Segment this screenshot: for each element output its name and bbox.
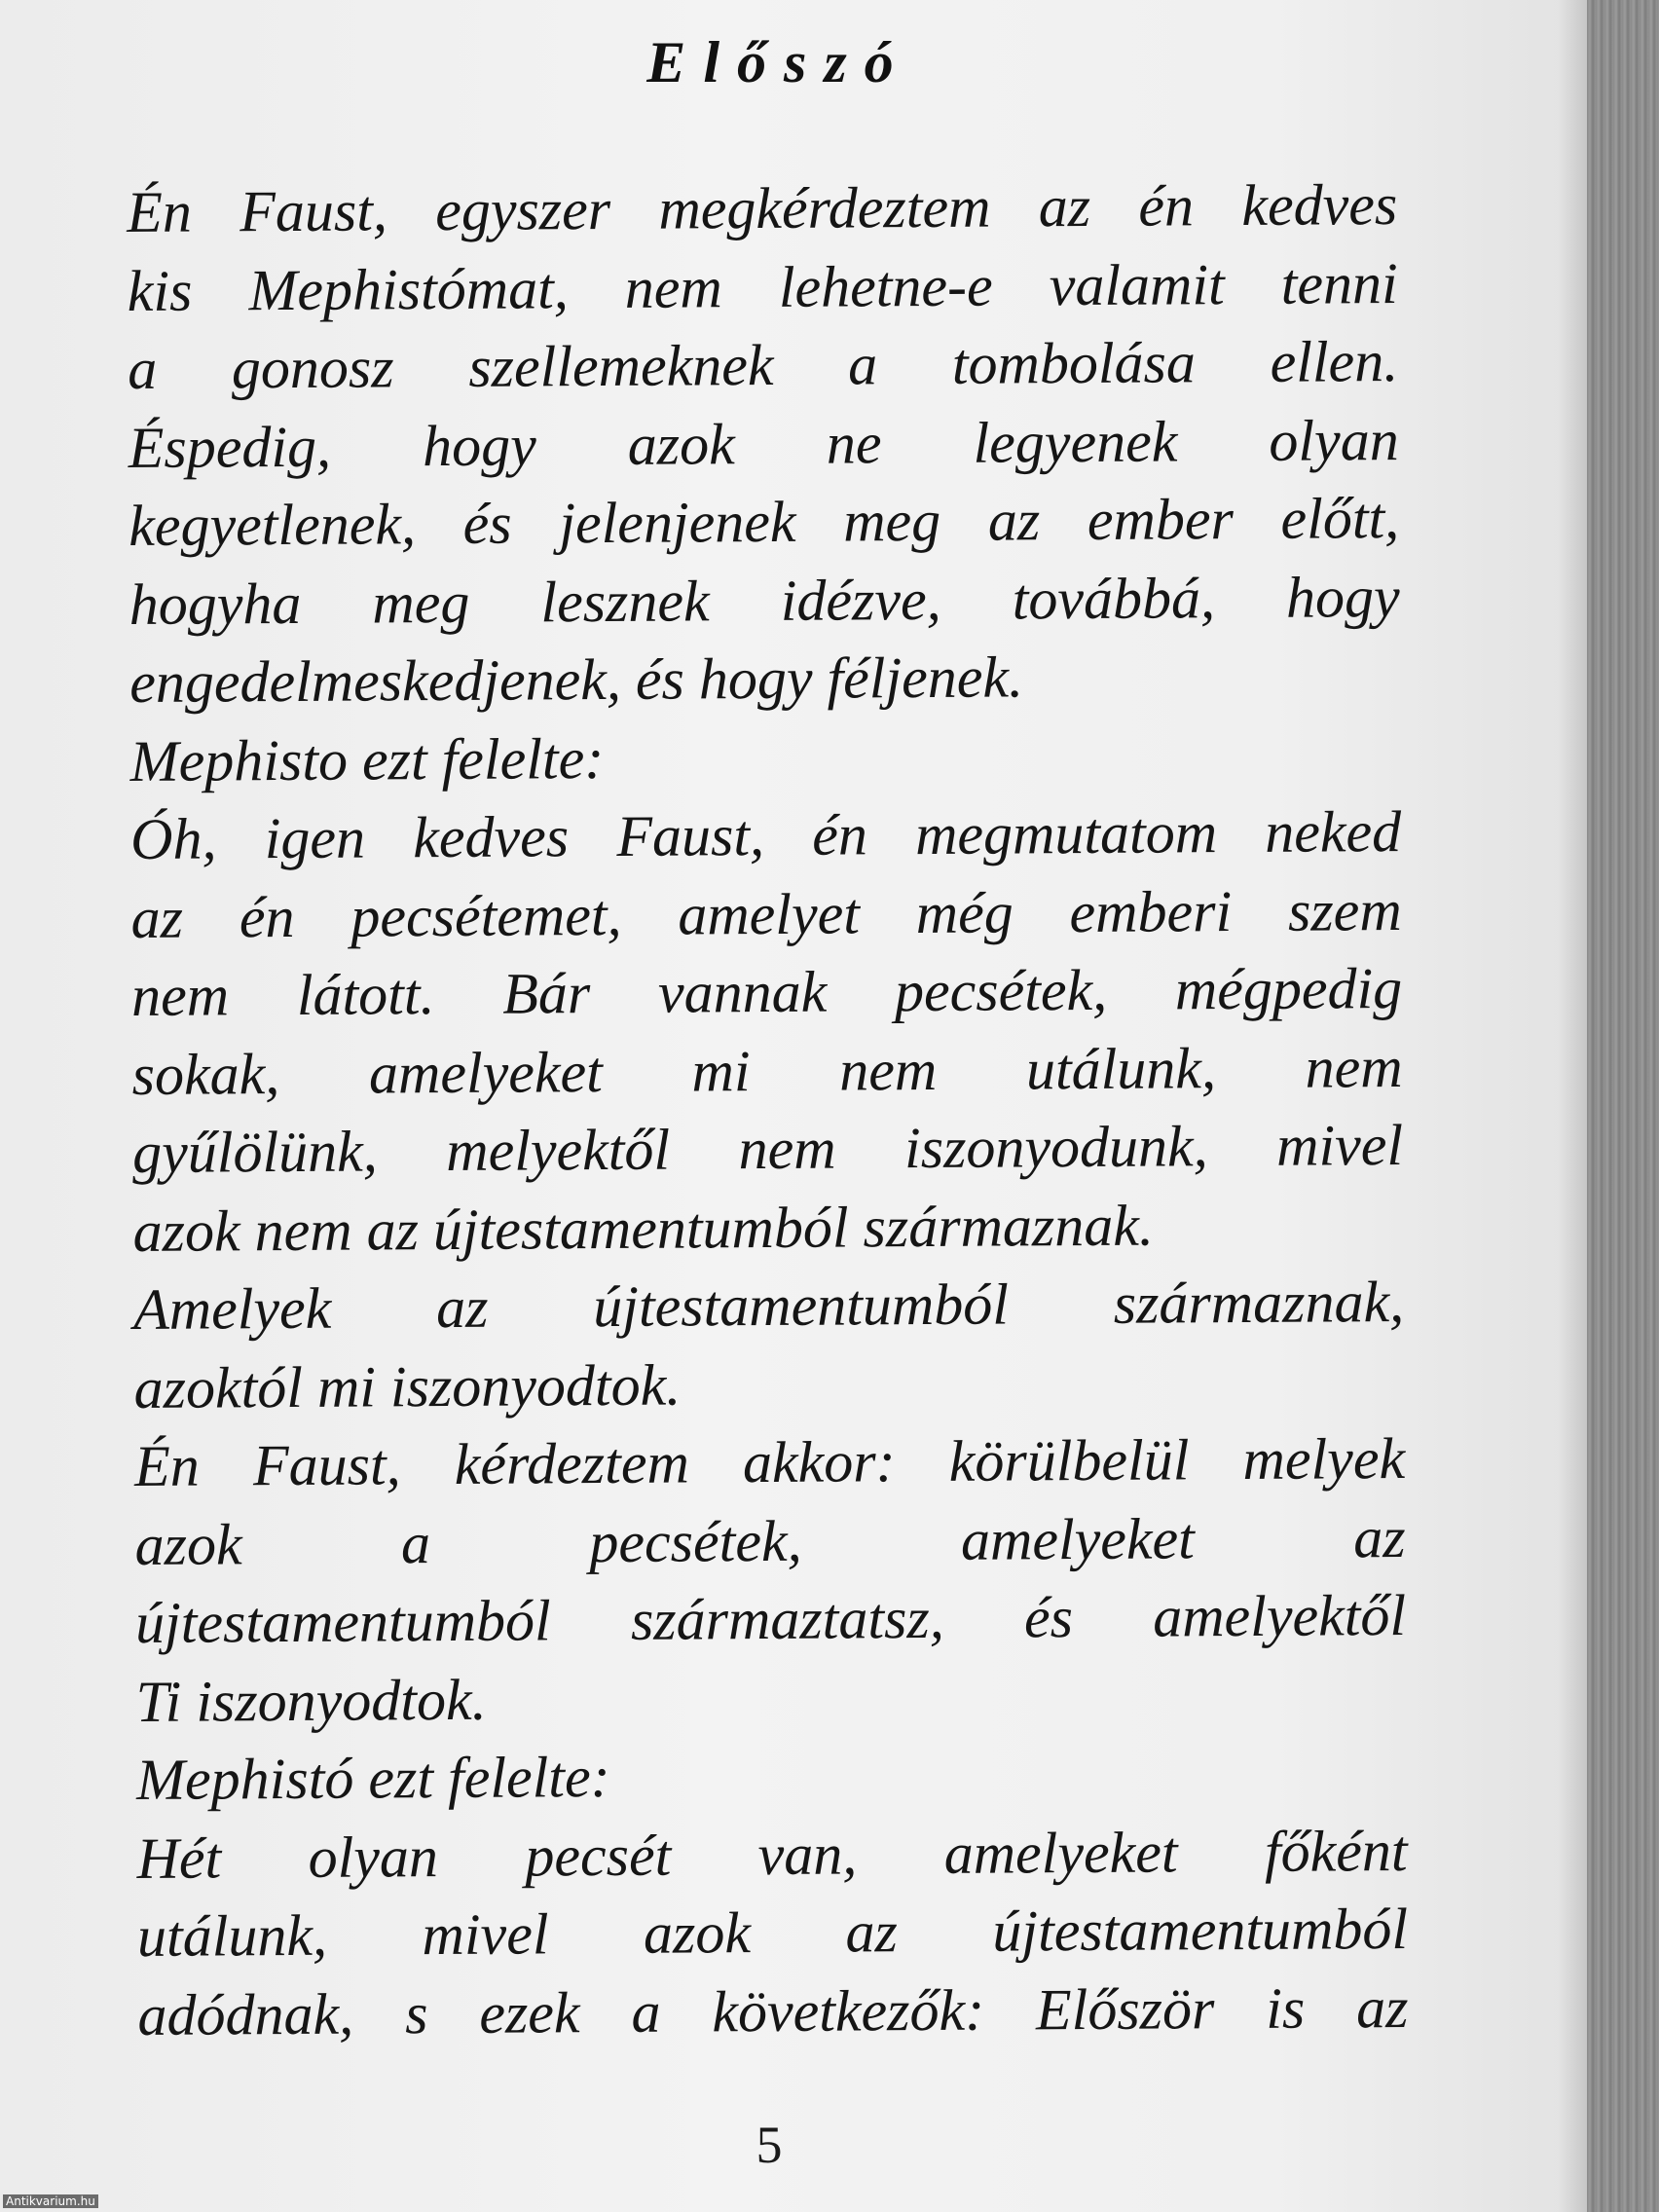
page-stack-edge (1587, 0, 1659, 2212)
text-line: engedelmeskedjenek, és hogy féljenek. (129, 645, 1024, 715)
text-line: Mephisto ezt felelte: (129, 725, 605, 793)
text-line: gyűlölünk, melyektől nem iszonyodunk, mivel (131, 1113, 1404, 1185)
text-line: adódnak, s ezek a következők: Először is az (137, 1974, 1409, 2047)
text-line: utálunk, mivel azok az újtestamentumból (136, 1896, 1409, 1969)
text-line: Óh, igen kedves Faust, én megmutatom neked (129, 799, 1402, 871)
text-line: azok nem az újtestamentumból származnak. (132, 1193, 1155, 1264)
text-line: kegyetlenek, és jelenjenek meg az ember előtt, (129, 486, 1400, 558)
text-line: az én pecsétemet, amelyet még emberi szem (130, 877, 1402, 950)
text-line: azoktól mi iszonyodtok. (133, 1352, 682, 1420)
text-line: Éspedig, hogy azok ne legyenek olyan (128, 407, 1399, 480)
body-text (127, 166, 1409, 2054)
chapter-title: Előszó (646, 30, 911, 94)
text-line: Ti iszonyodtok. (135, 1667, 487, 1734)
text-line: nem látott. Bár vannak pecsétek, mégpedig (130, 956, 1403, 1028)
page-shadow (1558, 0, 1587, 2212)
text-line: hogyha meg lesznek idézve, továbbá, hogy (129, 564, 1400, 637)
bleed-through-text (1382, 68, 1577, 1431)
watermark: Antikvarium.hu (3, 2194, 98, 2208)
page-number: 5 (756, 2116, 783, 2174)
text-line: sokak, amelyeket mi nem utálunk, nem (131, 1034, 1403, 1107)
text-line: Mephistó ezt felelte: (135, 1744, 610, 1812)
text-line: a gonosz szellemeknek a tombolása ellen. (128, 329, 1399, 401)
text-line: Amelyek az újtestamentumból származnak, (132, 1270, 1405, 1342)
text-line: Én Faust, egyszer megkérdeztem az én kedves (127, 172, 1398, 244)
text-line: azok a pecsétek, amelyeket az (134, 1504, 1406, 1577)
text-line: Én Faust, kérdeztem akkor: körülbelül melyek (133, 1426, 1406, 1498)
text-line: Hét olyan pecsét van, amelyeket főként (136, 1818, 1408, 1891)
text-line: kis Mephistómat, nem lehetne-e valamit tenni (127, 250, 1398, 323)
text-line: újtestamentumból származtatsz, és amelyektől (134, 1583, 1407, 1655)
